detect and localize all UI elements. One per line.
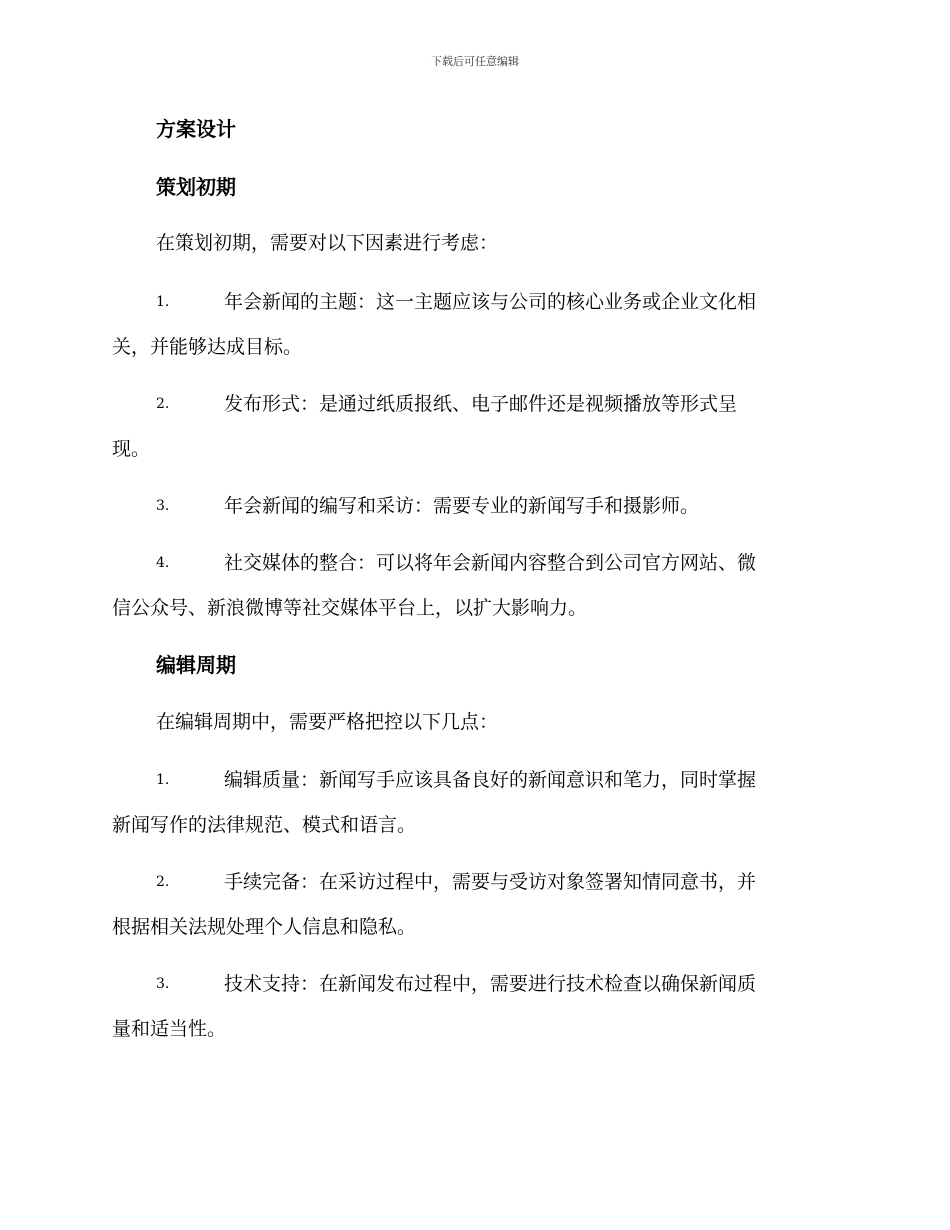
section-heading-planning: 策划初期 — [156, 175, 236, 199]
list-item-text: 手续完备：在采访过程中，需要与受访对象签署知情同意书，并 — [224, 871, 757, 893]
list-item-text-continued: 信公众号、新浪微博等社交媒体平台上，以扩大影响力。 — [112, 597, 588, 619]
page-header: 下载后可任意编辑 — [431, 55, 519, 68]
list-item-text: 年会新闻的编写和采访：需要专业的新闻写手和摄影师。 — [224, 495, 700, 517]
list-item — [112, 869, 837, 940]
section-intro-editing: 在编辑周期中，需要严格把控以下几点： — [156, 711, 499, 733]
list-item-text: 社交媒体的整合：可以将年会新闻内容整合到公司官方网站、微 — [224, 552, 757, 574]
list-item-text-continued: 根据相关法规处理个人信息和隐私。 — [112, 916, 417, 938]
list-item-number: 3. — [156, 498, 170, 514]
list-item-text-continued: 关，并能够达成目标。 — [112, 336, 303, 358]
list-item — [112, 289, 837, 360]
list-item-number: 4. — [156, 555, 170, 571]
list-item-number: 3. — [156, 976, 170, 992]
list-item — [112, 391, 837, 462]
list-item — [112, 767, 837, 838]
list-item-number: 1. — [156, 294, 170, 310]
list-item-text-continued: 量和适当性。 — [112, 1018, 227, 1040]
list-item-text-continued: 新闻写作的法律规范、模式和语言。 — [112, 814, 417, 836]
list-item-text: 发布形式：是通过纸质报纸、电子邮件还是视频播放等形式呈 — [224, 393, 738, 415]
list-item — [112, 550, 837, 621]
list-item-text-continued: 现。 — [112, 438, 151, 460]
list-item — [112, 493, 837, 519]
section-intro-planning: 在策划初期，需要对以下因素进行考虑： — [156, 232, 499, 254]
list-item-text: 编辑质量：新闻写手应该具备良好的新闻意识和笔力，同时掌握 — [224, 769, 757, 791]
document-title: 方案设计 — [156, 117, 236, 141]
list-item-number: 2. — [156, 874, 170, 890]
list-item-text: 技术支持：在新闻发布过程中，需要进行技术检查以确保新闻质 — [224, 973, 757, 995]
list-item-text: 年会新闻的主题：这一主题应该与公司的核心业务或企业文化相 — [224, 291, 757, 313]
list-item — [112, 971, 837, 1042]
list-item-number: 1. — [156, 772, 170, 788]
section-heading-editing: 编辑周期 — [156, 653, 236, 677]
list-item-number: 2. — [156, 396, 170, 412]
